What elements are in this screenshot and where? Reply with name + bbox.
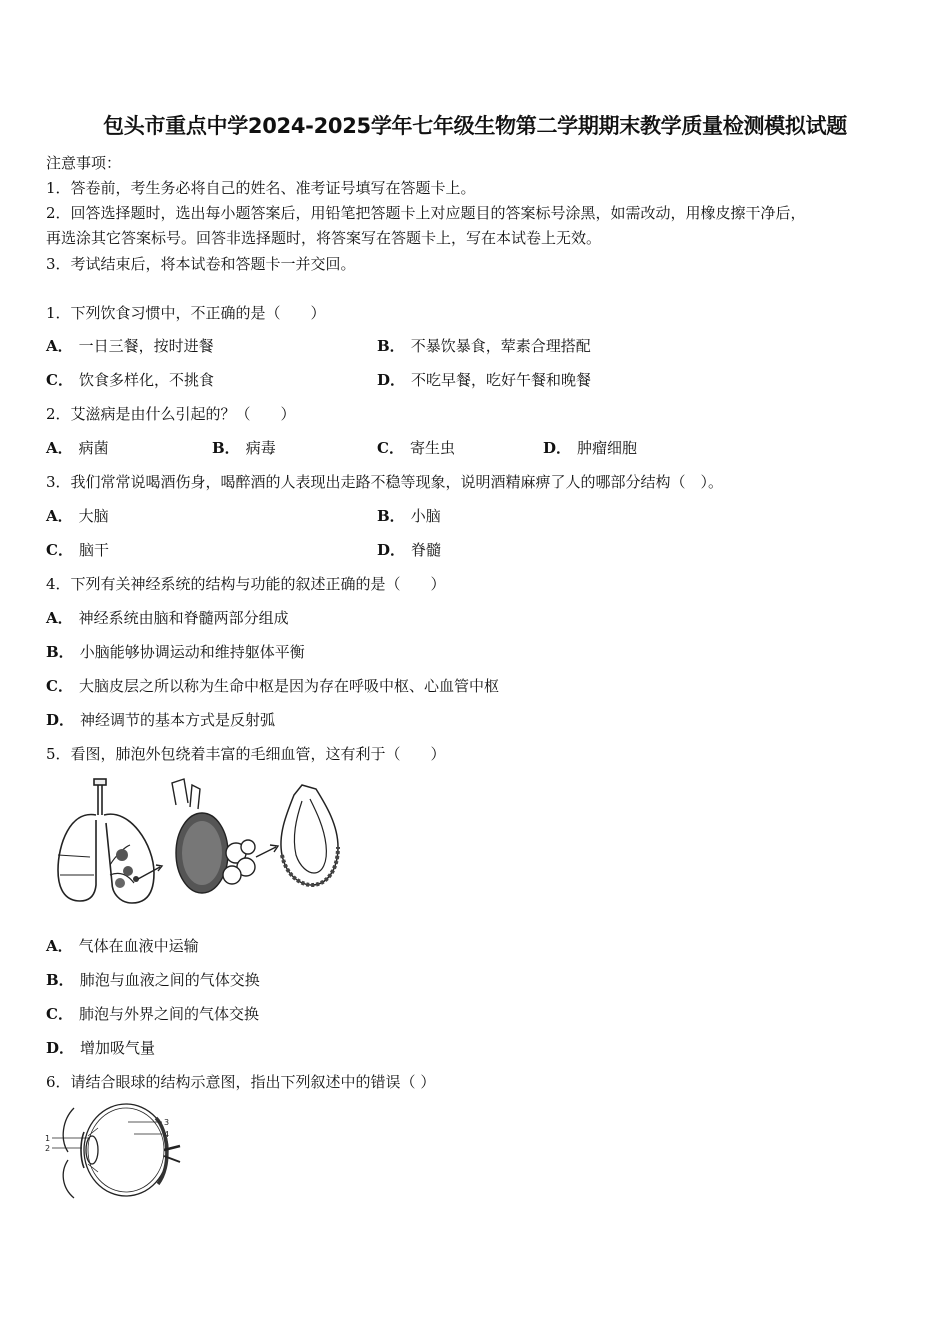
- q4-option-c[interactable]: C． 大脑皮层之所以称为生命中枢是因为存在呼吸中枢、心血管中枢: [46, 677, 499, 695]
- q5-option-a[interactable]: A． 气体在血液中运输: [46, 937, 199, 955]
- question-4-stem: 4．下列有关神经系统的结构与功能的叙述正确的是（ ）: [46, 575, 446, 593]
- eyeball-structure-figure: [44, 1100, 184, 1205]
- eye-label-2: 2: [45, 1144, 51, 1153]
- q5-option-d[interactable]: D． 增加吸气量: [46, 1039, 156, 1057]
- page-title: 包头市重点中学2024-2025学年七年级生物第二学期期末教学质量检测模拟试题: [103, 114, 847, 138]
- q1-option-b[interactable]: B． 不暴饮暴食，荤素合理搭配: [377, 337, 591, 355]
- q3-option-c[interactable]: C． 脑干: [46, 541, 109, 559]
- q1-option-c[interactable]: C． 饮食多样化，不挑食: [46, 371, 214, 389]
- q2-option-a[interactable]: A． 病菌: [46, 439, 109, 457]
- q2-option-c[interactable]: C． 寄生虫: [377, 439, 455, 457]
- q1-option-a[interactable]: A． 一日三餐，按时进餐: [46, 337, 214, 355]
- eye-label-4: 4: [164, 1130, 170, 1139]
- lungs-icon: [58, 779, 162, 903]
- q4-option-a[interactable]: A． 神经系统由脑和脊髓两部分组成: [46, 609, 289, 627]
- notice-item-3: 3．考试结束后，将本试卷和答题卡一并交回。: [46, 255, 356, 273]
- question-2-stem: 2．艾滋病是由什么引起的？（ ）: [46, 405, 296, 423]
- q3-option-d[interactable]: D． 脊髓: [377, 541, 442, 559]
- question-1-stem: 1．下列饮食习惯中，不正确的是（ ）: [46, 304, 326, 322]
- question-3-stem: 3．我们常常说喝酒伤身，喝醉酒的人表现出走路不稳等现象，说明酒精麻痹了人的哪部分结构（ ）。: [46, 473, 724, 491]
- question-5-stem: 5．看图，肺泡外包绕着丰富的毛细血管，这有利于（ ）: [46, 745, 446, 763]
- q5-option-c[interactable]: C． 肺泡与外界之间的气体交换: [46, 1005, 259, 1023]
- eyeball-icon: [52, 1104, 180, 1198]
- notice-item-1: 1．答卷前，考生务必将自己的姓名、准考证号填写在答题卡上。: [46, 179, 476, 197]
- q2-option-d[interactable]: D． 肿瘤细胞: [543, 439, 638, 457]
- q3-option-b[interactable]: B． 小脑: [377, 507, 441, 525]
- notice-heading: 注意事项：: [46, 154, 122, 172]
- q5-option-b[interactable]: B． 肺泡与血液之间的气体交换: [46, 971, 260, 989]
- lung-alveoli-figure: [50, 775, 345, 910]
- notice-item-2: 2．回答选择题时，选出每小题答案后，用铅笔把答题卡上对应题目的答案标号涂黑，如需改动，用橡皮擦干净后，: [46, 204, 806, 222]
- q4-option-d[interactable]: D． 神经调节的基本方式是反射弧: [46, 711, 276, 729]
- notice-item-2-cont: 再选涂其它答案标号。回答非选择题时，将答案写在答题卡上，写在本试卷上无效。: [46, 229, 602, 247]
- eye-label-1: 1: [45, 1134, 51, 1143]
- alveoli-cluster-icon: [172, 779, 278, 893]
- question-6-stem: 6．请结合眼球的结构示意图，指出下列叙述中的错误（ ）: [46, 1073, 436, 1091]
- eye-label-3: 3: [164, 1118, 170, 1127]
- q1-option-d[interactable]: D． 不吃早餐，吃好午餐和晚餐: [377, 371, 592, 389]
- alveolus-icon: [281, 785, 338, 885]
- q2-option-b[interactable]: B． 病毒: [212, 439, 276, 457]
- q3-option-a[interactable]: A． 大脑: [46, 507, 109, 525]
- q4-option-b[interactable]: B． 小脑能够协调运动和维持躯体平衡: [46, 643, 305, 661]
